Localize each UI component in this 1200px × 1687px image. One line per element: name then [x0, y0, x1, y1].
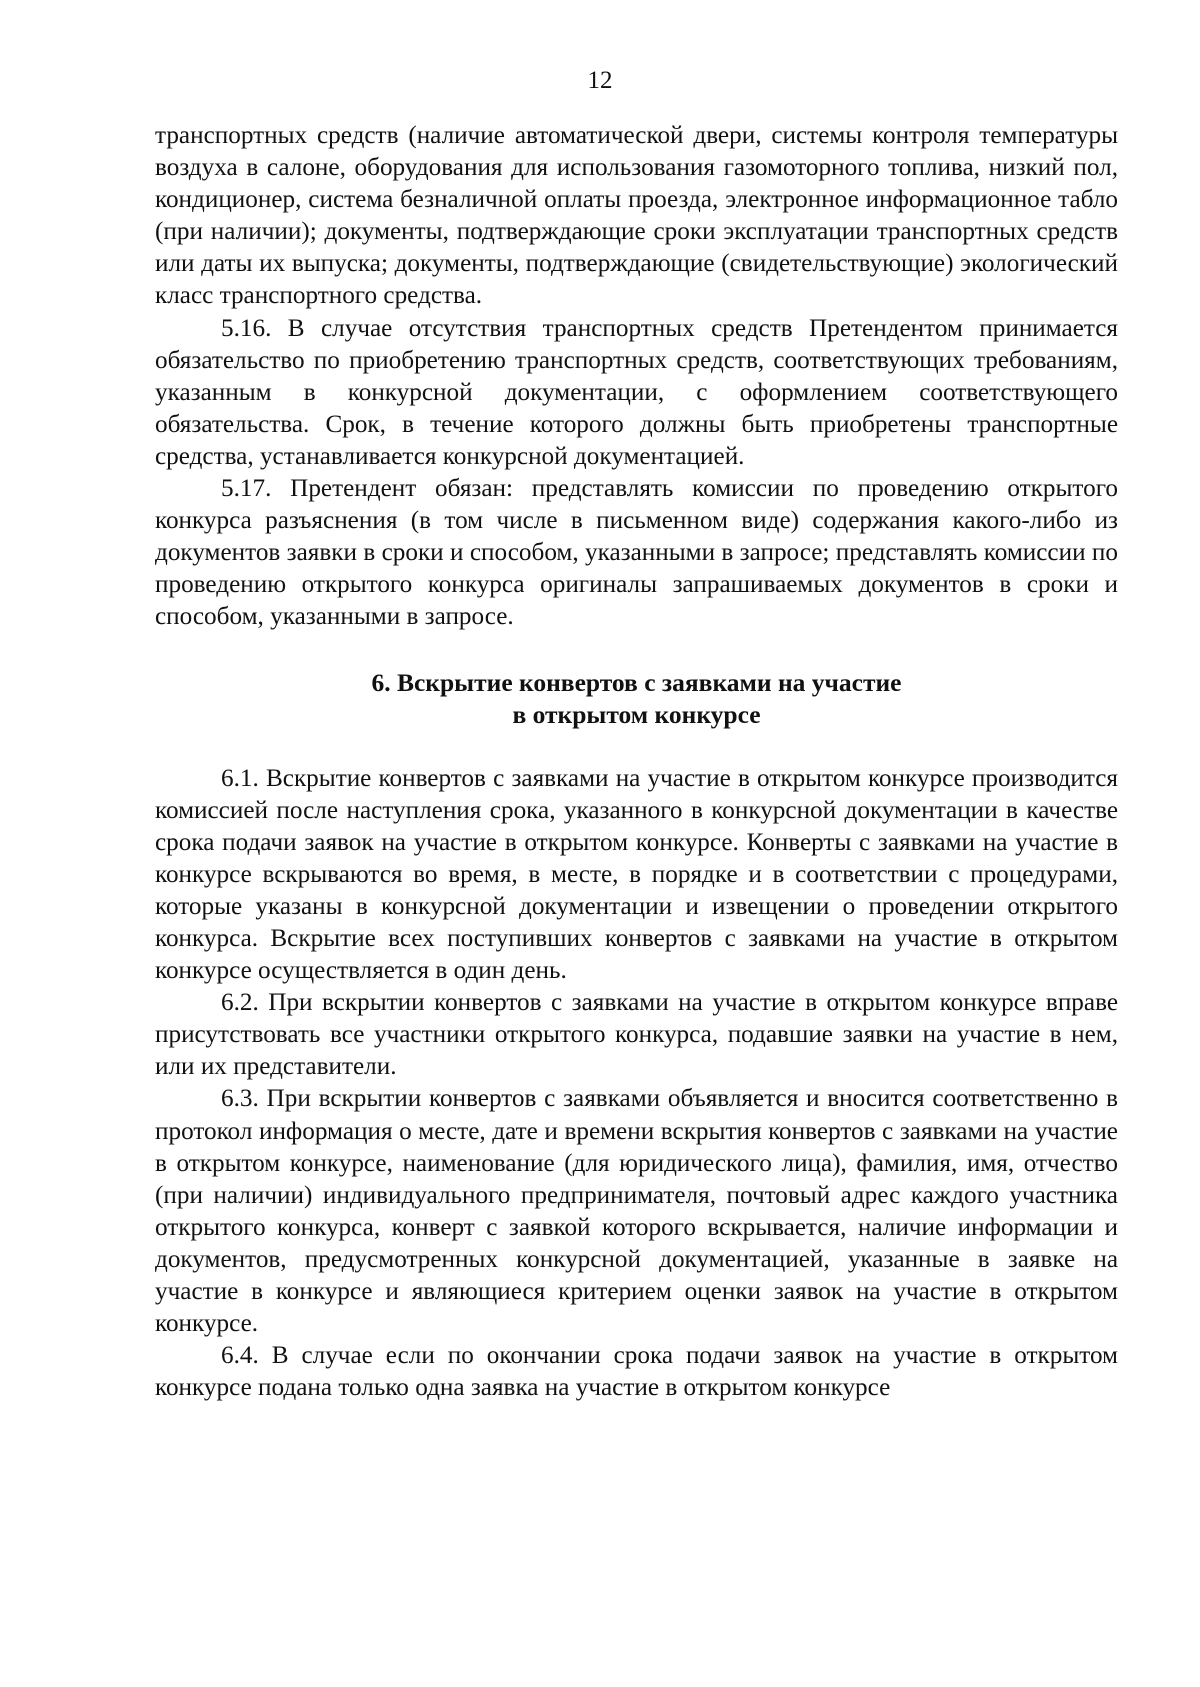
paragraph-6-3: 6.3. При вскрытии конвертов с заявками объявляется и вносится соответственно в протокол информация о месте, дате и времени вскрытия конвертов с заявками на участие в открытом конкурсе, наименование (для юридического лица), фамилия, имя, отчество (при наличии) индивидуального предпринимателя, почтовый адрес каждого участника открытого конкурса, конверт с заявкой которого вскрывается, наличие информации и документов, предусмотренных конкурсной документацией, указанные в заявке на участие в конкурсе и являющиеся критерием оценки заявок на участие в открытом конкурсе. — [155, 1085, 1118, 1338]
paragraph-5-17: 5.17. Претендент обязан: представлять комиссии по проведению открытого конкурса разъяснения (в том числе в письменном виде) содержания какого-либо из документов заявки в сроки и способом, указанными в запросе; представлять комиссии по проведению открытого конкурса оригиналы запрашиваемых документов в сроки и способом, указанными в запросе. — [155, 475, 1118, 631]
paragraph-6-4: 6.4. В случае если по окончании срока подачи заявок на участие в открытом конкурсе подана только одна заявка на участие в открытом конкурсе — [155, 1342, 1118, 1402]
page-number: 12 — [587, 67, 613, 94]
document-body — [155, 120, 1118, 1404]
section-6-heading — [155, 667, 1118, 731]
paragraph-vehicles-continuation: транспортных средств (наличие автоматической двери, системы контроля температуры воздуха в салоне, оборудования для использования газомоторного топлива, низкий пол, кондиционер, система безналичной оплаты проезда, электронное информационное табло (при наличии); документы, подтверждающие сроки эксплуатации транспортных средств или даты их выпуска; документы, подтверждающие (свидетельствующие) экологический класс транспортного средства. — [155, 122, 1118, 310]
section-6-heading-line2: в открытом конкурсе — [512, 699, 761, 729]
paragraph-6-1: 6.1. Вскрытие конвертов с заявками на участие в открытом конкурсе производится комиссией после наступления срока, указанного в конкурсной документации в качестве срока подачи заявок на участие в открытом конкурсе. Конверты с заявками на участие в конкурсе вскрываются во время, в месте, в порядке и в соответствии с процедурами, которые указаны в конкурсной документации и извещении о проведении открытого конкурса. Вскрытие всех поступивших конвертов с заявками на участие в открытом конкурсе осуществляется в один день. — [155, 764, 1118, 985]
paragraph-5-16: 5.16. В случае отсутствия транспортных средств Претендентом принимается обязательство по приобретению транспортных средств, соответствующих требованиям, указанным в конкурсной документации, с оформлением соответствующего обязательства. Срок, в течение которого должны быть приобретены транспортные средства, устанавливается конкурсной документацией. — [155, 314, 1118, 470]
paragraph-6-2: 6.2. При вскрытии конвертов с заявками на участие в открытом конкурсе вправе присутствовать все участники открытого конкурса, подавшие заявки на участие в нем, или их представители. — [155, 989, 1118, 1081]
section-6-heading-line1: 6. Вскрытие конвертов с заявками на участие — [371, 667, 902, 697]
